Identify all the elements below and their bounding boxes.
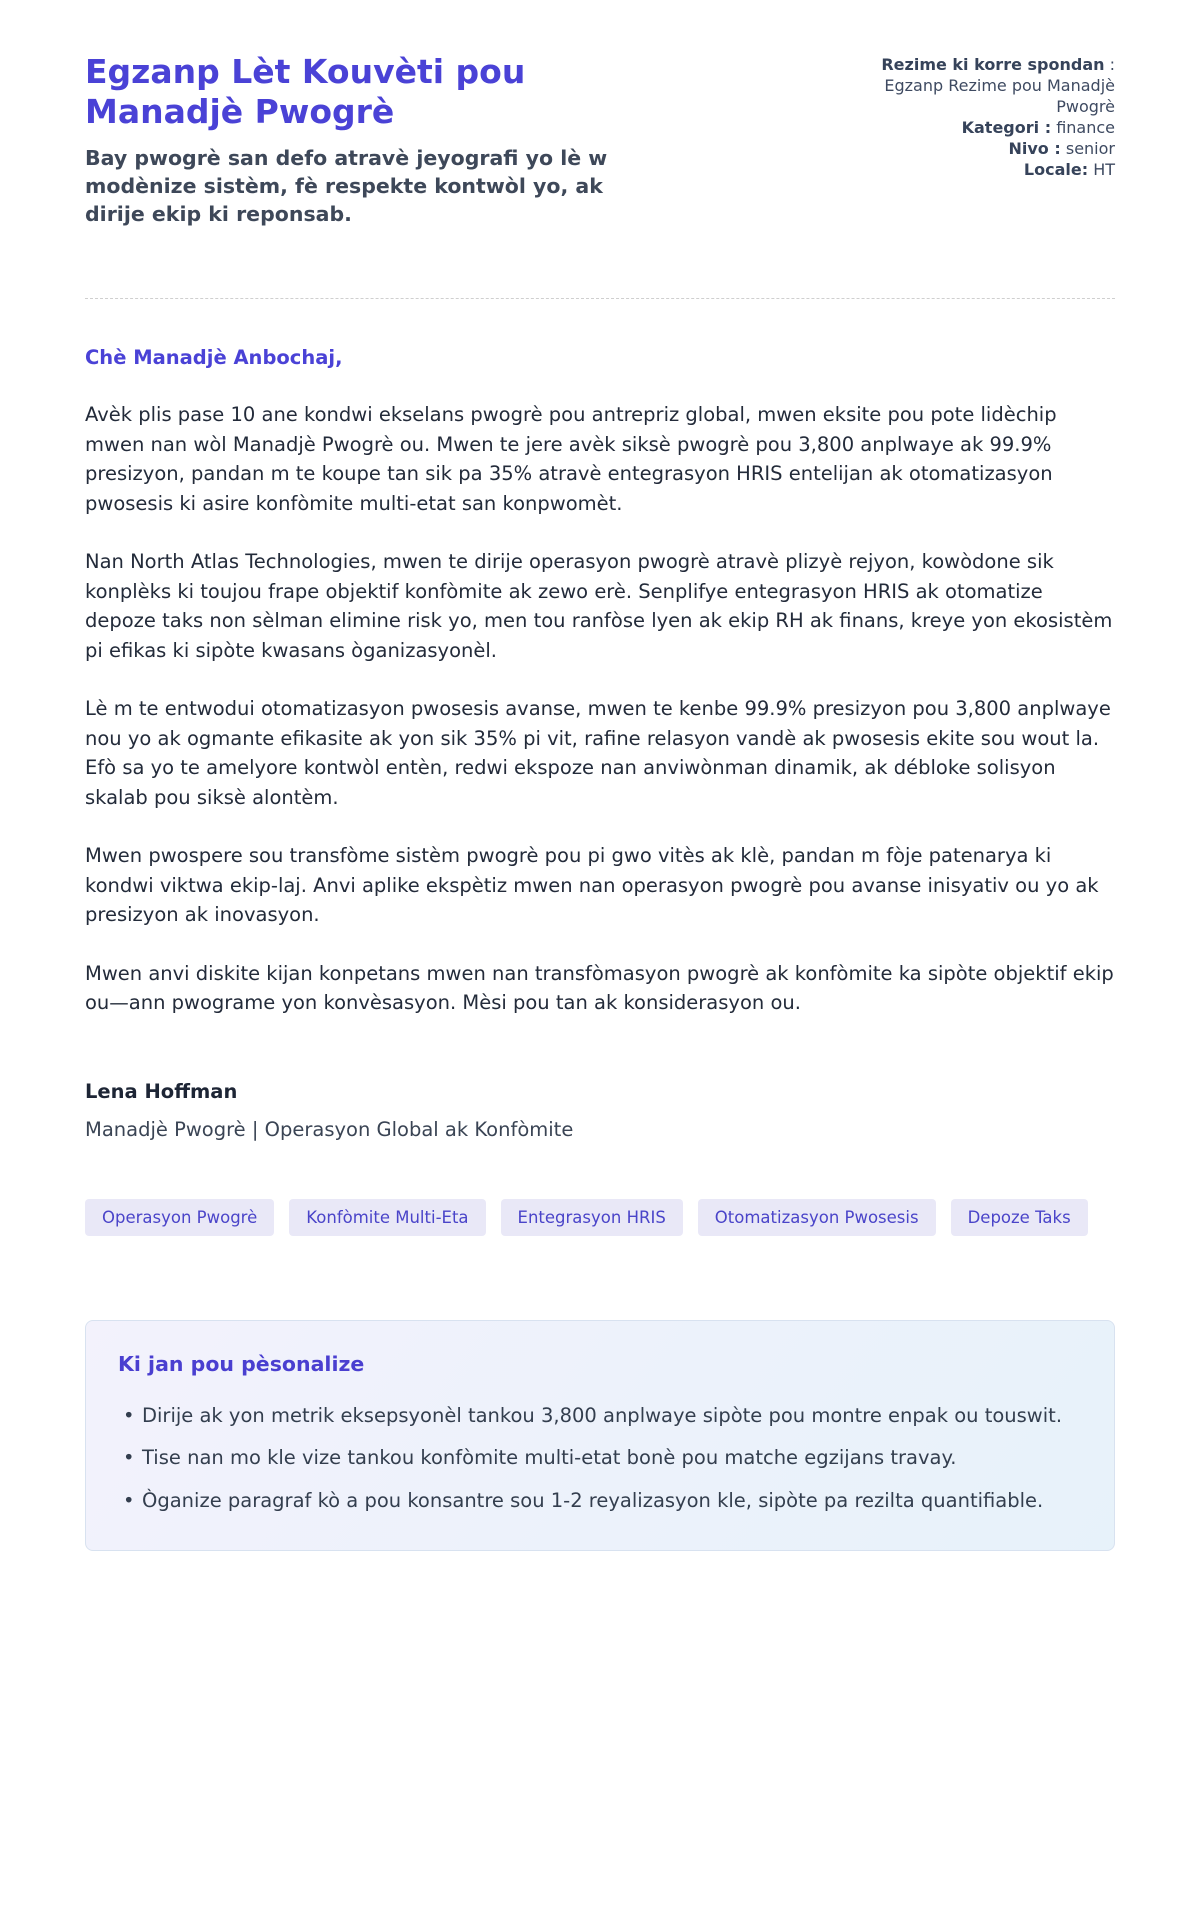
tip-item: • Tise nan mo kle vize tankou konfòmite multi-etat bonè pou matche egzijans travay. (118, 1443, 1082, 1473)
meta-matching-resume-value: : Egzanp Rezime pou Manadjè Pwogrè (884, 55, 1115, 116)
tips-heading: Ki jan pou pèsonalize (118, 1351, 365, 1376)
letter-paragraph: Avèk plis pase 10 ane kondwi ekselans pwogrè pou antrepriz global, mwen eksite pou pote lidèchip mwen nan wòl Manadjè Pwogrè ou. Mwen te jere avèk siksè pwogrè pou 3,800 anplwaye ak 99.9% presizyon, pandan m te koupe tan sik pa 35% atravè entegrasyon HRIS entelijan ak otomatizasyon pwosesis ki asire konfòmite multi-etat san konpwomèt. (85, 403, 1057, 515)
letter-paragraph: Mwen anvi diskite kijan konpetans mwen nan transfòmasyon pwogrè ak konfòmite ka sipòte objektif ekip ou—ann pwograme yon konvèsasyon. Mèsi pou tan ak konsiderasyon ou. (85, 961, 1114, 1014)
meta-category (859, 117, 1115, 138)
meta-level-value: senior (1065, 139, 1115, 158)
page-subtitle: Bay pwogrè san defo atravè jeyografi yo lè w modènize sistèm, fè respekte kontwòl yo, ak dirije ekip ki reponsab. (85, 146, 608, 226)
header (85, 52, 1115, 228)
meta-level-label: Nivo : (1008, 139, 1061, 158)
meta-matching-resume (859, 54, 1115, 117)
meta-locale (859, 159, 1115, 180)
tag-otomatizasyon-pwosesis[interactable]: Otomatizasyon Pwosesis (698, 1199, 936, 1236)
customization-tips-box (85, 1320, 1115, 1552)
letter-paragraph: Lè m te entwodui otomatizasyon pwosesis avanse, mwen te kenbe 99.9% presizyon pou 3,800 anplwaye nou yo ak ogmante efikasite ak yon sik 35% pi vit, rafine relasyon vandè ak pwosesis ekite sou wout la. Efò sa yo te amelyore kontwòl entèn, redwi ekspoze nan anviwònman dinamik, ak débloke solisyon skalab pou siksè alontèm. (85, 697, 1111, 809)
tag-entegrasyon-hris[interactable]: Entegrasyon HRIS (501, 1199, 683, 1236)
divider (85, 298, 1115, 299)
tip-item: • Dirije ak yon metrik eksepsyonèl tankou 3,800 anplwaye sipòte pou montre enpak ou touswit. (118, 1401, 1082, 1431)
tag-operasyon-pwogre[interactable]: Operasyon Pwogrè (85, 1199, 274, 1236)
tip-item: • Òganize paragraf kò a pou konsantre sou 1-2 reyalizasyon kle, sipòte pa rezilta quantifiable. (118, 1486, 1082, 1516)
header-title-block (85, 52, 663, 228)
tips-list (118, 1401, 1082, 1516)
tag-depoze-taks[interactable]: Depoze Taks (951, 1199, 1088, 1236)
tag-list (85, 1199, 1115, 1236)
metadata-block (859, 54, 1115, 180)
page-title: Egzanp Lèt Kouvèti pou Manadjè Pwogrè (85, 52, 526, 131)
signature-role: Manadjè Pwogrè | Operasyon Global ak Konfòmite (85, 1117, 574, 1141)
letter-greeting: Chè Manadjè Anbochaj, (85, 346, 343, 369)
meta-matching-resume-label: Rezime ki korre spondan (881, 55, 1105, 74)
letter-body (85, 345, 1115, 1551)
meta-locale-value: HT (1093, 160, 1115, 179)
meta-locale-label: Locale: (1023, 160, 1089, 179)
letter-paragraph: Mwen pwospere sou transfòme sistèm pwogrè pou pi gwo vitès ak klè, pandan m fòje patenarya ki kondwi viktwa ekip-laj. Anvi aplike ekspètiz mwen nan operasyon pwogrè pou avanse inisyativ ou yo ak presizyon ak inovasyon. (85, 844, 1099, 926)
tag-konfomite-multi-eta[interactable]: Konfòmite Multi-Eta (289, 1199, 485, 1236)
meta-category-value: finance (1056, 118, 1115, 137)
meta-level (859, 138, 1115, 159)
letter-paragraph: Nan North Atlas Technologies, mwen te dirije operasyon pwogrè atravè plizyè rejyon, kowòdone sik konplèks ki toujou frape objektif konfòmite ak zewo erè. Senplifye entegrasyon HRIS ak otomatize depoze taks non sèlman elimine risk yo, men tou ranfòse lyen ak ekip RH ak finans, kreye yon ekosistèm pi efikas ki sipòte kwasans òganizasyonèl. (85, 550, 1113, 662)
signature-name: Lena Hoffman (85, 1079, 238, 1103)
meta-category-label: Kategori : (961, 118, 1052, 137)
